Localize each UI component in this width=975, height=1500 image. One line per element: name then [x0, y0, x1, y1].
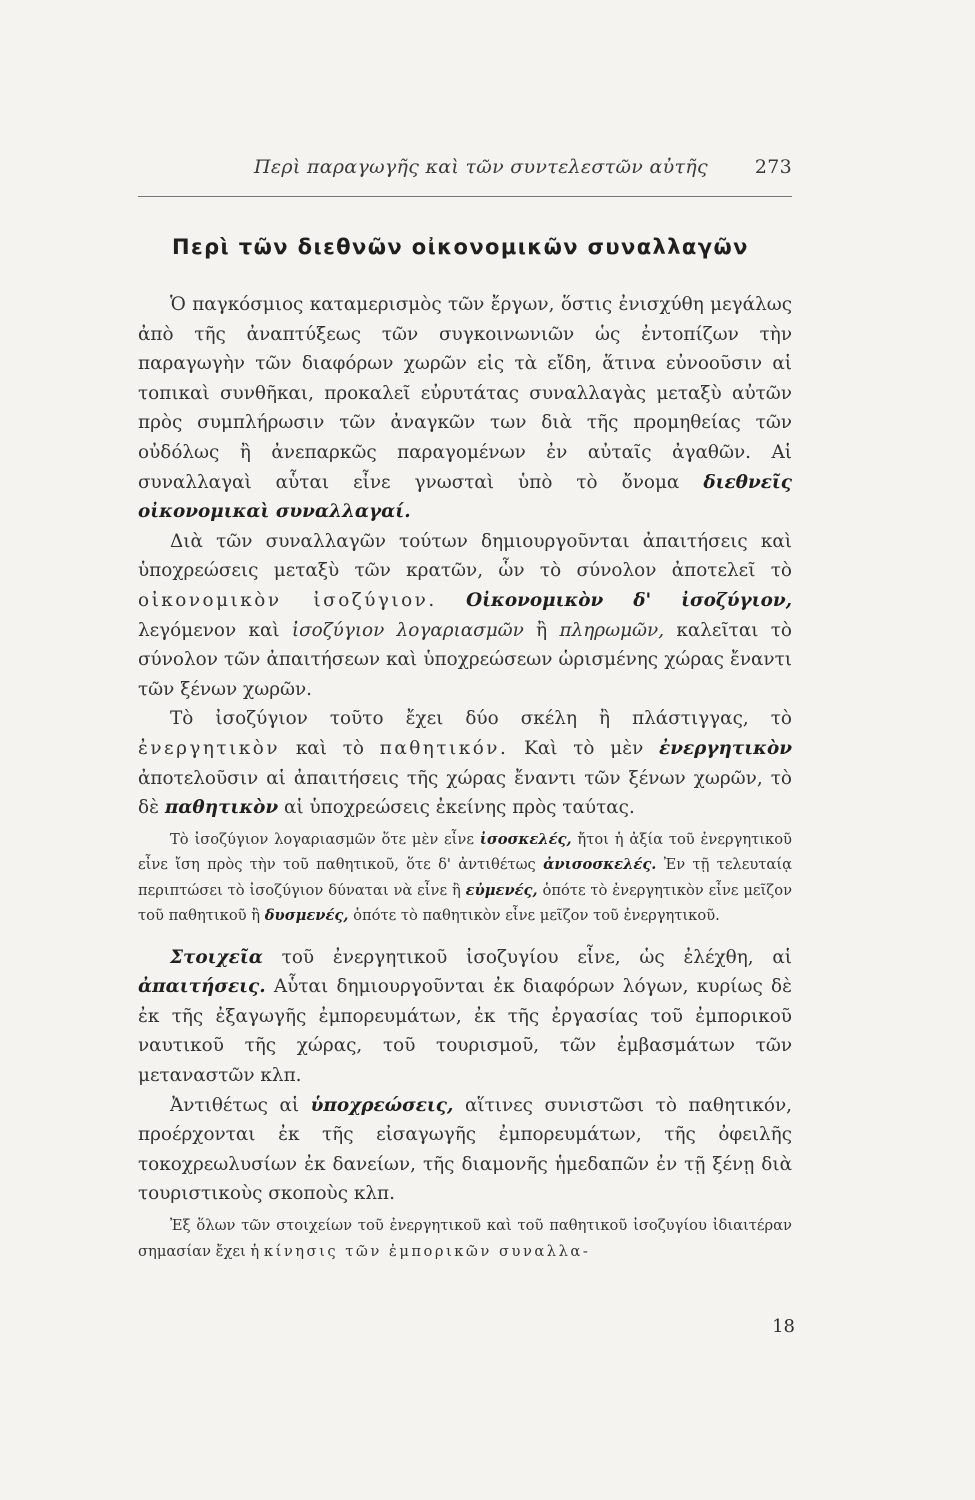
p3-term-b: παθητικὸν	[164, 797, 279, 819]
p3-spaced-a: ἐνεργητικὸν	[138, 737, 281, 759]
note1-term-b: ἀνισοσκελές.	[543, 856, 657, 874]
note1-term-d: δυσμενές,	[264, 907, 349, 925]
paragraph-3	[138, 704, 792, 822]
p2-text-c: ἢ	[536, 619, 548, 641]
p2-text-a: Διὰ τῶν συναλλαγῶν τούτων δημιουργοῦνται ἀπαιτήσεις καὶ ὑποχρεώσεις μεταξὺ τῶν κρατῶν, ὧν τὸ σύνολον ἀποτελεῖ τὸ	[138, 530, 792, 582]
p3-spaced-b: παθητικόν.	[379, 737, 509, 759]
p2-spaced-term: οἰκονομικὸν ἰσοζύγιον.	[138, 589, 437, 611]
page-number: 273	[754, 156, 792, 178]
p2-text-b: λεγόμενον καὶ	[138, 619, 280, 641]
p3-text-e: αἱ ὑποχρεώσεις ἐκείνης πρὸς ταύτας.	[284, 797, 635, 819]
paragraph-5	[138, 1091, 792, 1209]
note1-text-b: ἤτοι ἡ ἀξία τοῦ ἐνεργητικοῦ εἶνε ἴση πρὸς τὴν τοῦ παθητικοῦ, ὅτε δ' ἀντιθέτως	[138, 830, 792, 874]
note1-text-a: Τὸ ἰσοζύγιον λογαριασμῶν ὅτε μὲν εἶνε	[170, 830, 474, 848]
paragraph-4	[138, 943, 792, 1091]
section-heading: Περὶ τῶν διεθνῶν οἰκονομικῶν συναλλαγῶν	[172, 235, 749, 259]
p4-text-b: Αὗται δημιουργοῦνται ἐκ διαφόρων λόγων, κυρίως δὲ ἐκ τῆς ἐξαγωγῆς ἐμπορευμάτων, ἐκ τῆς ἐργασίας τοῦ ἐμπορικοῦ ναυτικοῦ τῆς χώρας, τοῦ τουρισμοῦ, τῶν ἐμβασμάτων τῶν μεταναστῶν κλπ.	[138, 976, 792, 1087]
note1-text-c: Ἐν τῇ τελευταίᾳ περιπτώσει τὸ ἰσοζύγιον δύναται νὰ εἶνε ἢ	[138, 856, 792, 899]
paragraph-2	[138, 527, 792, 705]
note-2	[138, 1213, 792, 1264]
p4-text-a: τοῦ ἐνεργητικοῦ ἰσοζυγίου εἶνε, ὡς ἐλέχθη, αἱ	[281, 946, 792, 968]
note1-text-d: ὁπότε τὸ ἐνεργητικὸν εἶνε μεῖζον τοῦ παθητικοῦ ἢ	[138, 881, 793, 925]
note1-text-e: ὁπότε τὸ παθητικὸν εἶνε μεῖζον τοῦ ἐνεργητικοῦ.	[353, 907, 720, 925]
p2-text-d: καλεῖται τὸ σύνολον τῶν ἀπαιτήσεων καὶ ὑποχρεώσεων ὡρισμένης χώρας ἔναντι τῶν ξένων χωρῶν.	[138, 619, 792, 700]
body-text	[138, 290, 792, 1264]
p3-term-a: ἐνεργητικὸν	[659, 737, 792, 759]
p1-term: διεθνεῖς οἰκονομικαὶ συναλλαγαί.	[138, 471, 792, 523]
note-1	[138, 827, 792, 929]
note1-term-a: ἰσοσκελές,	[479, 830, 572, 848]
p5-term: ὑποχρεώσεις,	[310, 1094, 454, 1116]
running-head-title: Περὶ παραγωγῆς καὶ τῶν συντελεστῶν αὐτῆς	[254, 156, 708, 178]
p4-term-b: ἀπαιτήσεις.	[138, 976, 266, 998]
note2-text: Ἐξ ὅλων τῶν στοιχείων τοῦ ἐνεργητικοῦ καὶ τοῦ παθητικοῦ ἰσοζυγίου ἰδιαιτέραν σημασίαν ἔχει ἡ	[138, 1217, 792, 1260]
p3-text-a: Τὸ ἰσοζύγιον τοῦτο ἔχει δύο σκέλη ἢ πλάστιγγας, τὸ	[170, 708, 792, 730]
note2-spaced: κίνησις τῶν ἐμπορικῶν συναλλα-	[263, 1242, 591, 1260]
p2-italic-b: πληρωμῶν,	[559, 619, 665, 641]
p2-italic-a: ἰσοζύγιον λογαριασμῶν	[291, 619, 524, 641]
p3-text-d: ἀποτελοῦσιν αἱ ἀπαιτήσεις τῆς χώρας ἔναντι τῶν ξένων χωρῶν, τὸ δὲ	[138, 767, 792, 819]
signature-mark: 18	[772, 1316, 795, 1337]
p5-text-a: Ἀντιθέτως αἱ	[170, 1094, 300, 1116]
header-rule	[138, 196, 792, 197]
p3-text-c: Καὶ τὸ μὲν	[524, 737, 644, 759]
p2-term: Οἰκονομικὸν δ' ἰσοζύγιον,	[466, 589, 792, 611]
p3-text-b: καὶ τὸ	[295, 737, 364, 759]
p5-text-b: αἵτινες συνιστῶσι τὸ παθητικόν, προέρχονται ἐκ τῆς εἰσαγωγῆς ἐμπορευμάτων, τῆς ὀφειλῆς τοκοχρεωλυσίων ἐκ δανείων, τῆς διαμονῆς ἡμεδαπῶν ἐν τῇ ξένῃ διὰ τουριστικοὺς σκοποὺς κλπ.	[138, 1094, 792, 1205]
paragraph-1	[138, 290, 792, 527]
p1-text: Ὁ παγκόσμιος καταμερισμὸς τῶν ἔργων, ὅστις ἐνισχύθη μεγάλως ἀπὸ τῆς ἀναπτύξεως τῶν συγκοινωνιῶν ὡς ἐντοπίζων τὴν παραγωγὴν τῶν διαφόρων χωρῶν εἰς τὰ εἴδη, ἅτινα εὐνοοῦσιν αἱ τοπικαὶ συνθῆκαι, προκαλεῖ εὐρυτάτας συναλλαγὰς μεταξὺ αὐτῶν πρὸς συμπλήρωσιν τῶν ἀναγκῶν των διὰ τῆς προμηθείας τῶν οὐδόλως ἢ ἀνεπαρκῶς παραγομένων ἐν αὐταῖς ἀγαθῶν. Αἱ συναλλαγαὶ αὗται εἶνε γνωσταὶ ὑπὸ τὸ ὄνομα	[138, 294, 792, 493]
p4-term-a: Στοιχεῖα	[170, 946, 263, 968]
note1-term-c: εὐμενές,	[465, 881, 538, 899]
